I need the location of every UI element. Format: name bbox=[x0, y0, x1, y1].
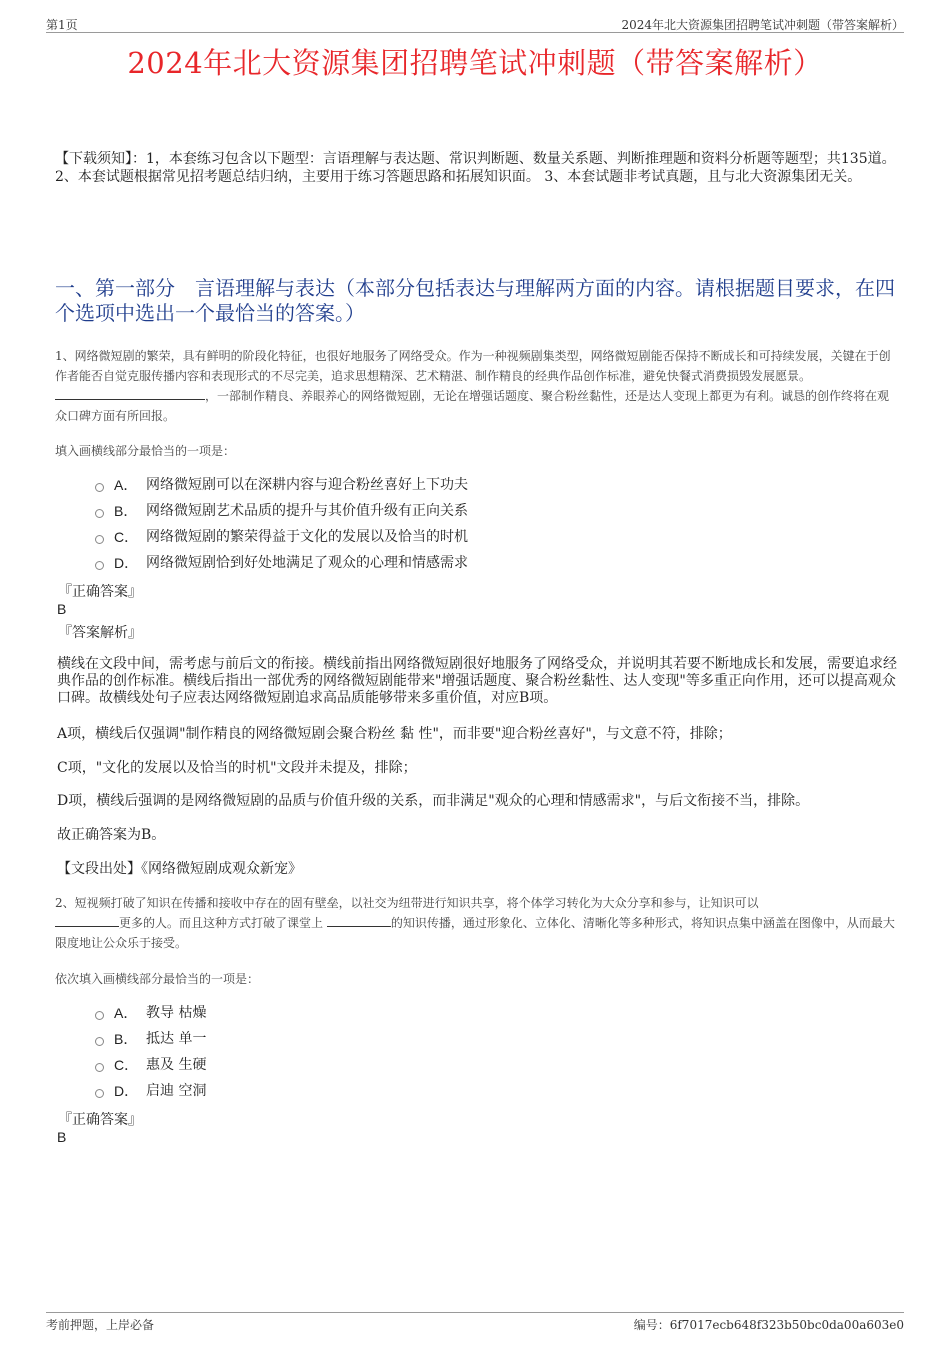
question-1-option-a[interactable]: A． 网络微短剧可以在深耕内容与迎合粉丝喜好上下功夫 bbox=[95, 472, 468, 498]
radio-icon[interactable] bbox=[95, 1089, 104, 1098]
question-1-source: 【文段出处】《网络微短剧成观众新宠》 bbox=[57, 861, 302, 877]
question-2-text-part-a: 2、短视频打破了知识在传播和接收中存在的固有壁垒，以社交为纽带进行知识共享，将个体学习转化为大众分享和参与，让知识可以 bbox=[55, 896, 759, 910]
question-1-text bbox=[55, 346, 895, 426]
radio-icon[interactable] bbox=[95, 509, 104, 518]
radio-icon[interactable] bbox=[95, 1011, 104, 1020]
page-header bbox=[46, 14, 904, 33]
question-1-analysis-label: 『答案解析』 bbox=[58, 625, 142, 641]
question-1-analysis-c: C项，"文化的发展以及恰当的时机"文段并未提及，排除； bbox=[57, 760, 417, 776]
page-number: 第1页 bbox=[46, 18, 78, 32]
document-title: 2024年北大资源集团招聘笔试冲刺题（带答案解析） bbox=[127, 46, 823, 80]
question-2-answer: B bbox=[57, 1129, 67, 1145]
question-1-options bbox=[95, 472, 468, 576]
question-1-text-part-b: ，一部制作精良、养眼养心的网络微短剧，无论在增强话题度、聚合粉丝黏性，还是达人变现上都更为有利。诚恳的创作终将在观众口碑方面有所回报。 bbox=[55, 389, 890, 423]
question-1-option-c[interactable]: C． 网络微短剧的繁荣得益于文化的发展以及恰当的时机 bbox=[95, 524, 468, 550]
question-2-blank-1 bbox=[55, 914, 119, 927]
radio-icon[interactable] bbox=[95, 1063, 104, 1072]
question-2-option-c[interactable]: C． 惠及 生硬 bbox=[95, 1052, 206, 1078]
question-2-text bbox=[55, 893, 895, 953]
footer-slogan: 考前押题，上岸必备 bbox=[46, 1318, 155, 1332]
radio-icon[interactable] bbox=[95, 561, 104, 570]
question-2-text-part-b: 更多的人。而且这种方式打破了课堂上 bbox=[119, 916, 324, 930]
question-1-conclusion: 故正确答案为B。 bbox=[57, 827, 166, 843]
question-1-text-part-a: 1、网络微短剧的繁荣，具有鲜明的阶段化特征，也很好地服务了网络受众。作为一种视频剧集类型，网络微短剧能否保持不断成长和可持续发展，关键在于创作者能否自觉克服传播内容和表现形式的不尽完美，追求思想精深、艺术精湛、制作精良的经典作品创作标准，避免快餐式消费损毁发展愿景。 bbox=[55, 349, 891, 383]
section-title: 一、第一部分 言语理解与表达（本部分包括表达与理解两方面的内容。请根据题目要求，在四个选项中选出一个最恰当的答案。） bbox=[55, 276, 895, 325]
question-2-text-part-c: 的知识传播，通过形象化、立体化、清晰化等多种形式，将知识点集中涵盖在图像中，从而最大限度地让公众乐于接受。 bbox=[55, 916, 895, 950]
question-1-answer-label: 『正确答案』 bbox=[58, 584, 142, 600]
question-1-analysis-main: 横线在文段中间，需考虑与前后文的衔接。横线前指出网络微短剧很好地服务了网络受众，并说明其若要不断地成长和发展，需要追求经典作品的创作标准。横线后指出一部优秀的网络微短剧能带来"增强话题度、聚合粉丝黏性、达人变现"等多重正向作用，还可以提高观众口碑。故横线处句子应表达网络微短剧追求高品质能够带来多重价值，对应B项。 bbox=[57, 656, 897, 706]
question-2-option-a[interactable]: A． 教导 枯燥 bbox=[95, 1000, 206, 1026]
download-notice: 【下载须知】：1，本套练习包含以下题型：言语理解与表达题、常识判断题、数量关系题、判断推理题和资料分析题等题型；共135道。 2、本套试题根据常见招考题总结归纳，主要用于练习答题思路和拓展知识面。 3、本套试题非考试真题，且与北大资源集团无关。 bbox=[55, 151, 896, 185]
question-2-prompt: 依次填入画横线部分最恰当的一项是： bbox=[55, 972, 260, 986]
question-1-analysis-d: D项，横线后强调的是网络微短剧的品质与价值升级的关系，而非满足"观众的心理和情感需求"，与后文衔接不当，排除。 bbox=[57, 793, 810, 809]
radio-icon[interactable] bbox=[95, 483, 104, 492]
question-2-option-d[interactable]: D． 启迪 空洞 bbox=[95, 1078, 206, 1104]
question-1-option-b[interactable]: B． 网络微短剧艺术品质的提升与其价值升级有正向关系 bbox=[95, 498, 468, 524]
question-2-answer-label: 『正确答案』 bbox=[58, 1112, 142, 1128]
header-doc-title: 2024年北大资源集团招聘笔试冲刺题（带答案解析） bbox=[621, 18, 904, 32]
question-2-option-b[interactable]: B． 抵达 单一 bbox=[95, 1026, 206, 1052]
footer-serial: 编号：6f7017ecb648f323b50bc0da00a603e0 bbox=[633, 1318, 904, 1332]
question-1-option-d[interactable]: D． 网络微短剧恰到好处地满足了观众的心理和情感需求 bbox=[95, 550, 468, 576]
question-1-analysis-a: A项，横线后仅强调"制作精良的网络微短剧会聚合粉丝 黏 性"，而非要"迎合粉丝喜好"，与文意不符，排除； bbox=[57, 726, 732, 742]
question-1-prompt: 填入画横线部分最恰当的一项是： bbox=[55, 444, 236, 458]
question-1-blank bbox=[55, 387, 205, 400]
radio-icon[interactable] bbox=[95, 1037, 104, 1046]
question-1-answer: B bbox=[57, 601, 67, 617]
radio-icon[interactable] bbox=[95, 535, 104, 544]
question-2-options bbox=[95, 1000, 206, 1104]
question-2-blank-2 bbox=[327, 914, 391, 927]
page-footer bbox=[46, 1312, 904, 1332]
